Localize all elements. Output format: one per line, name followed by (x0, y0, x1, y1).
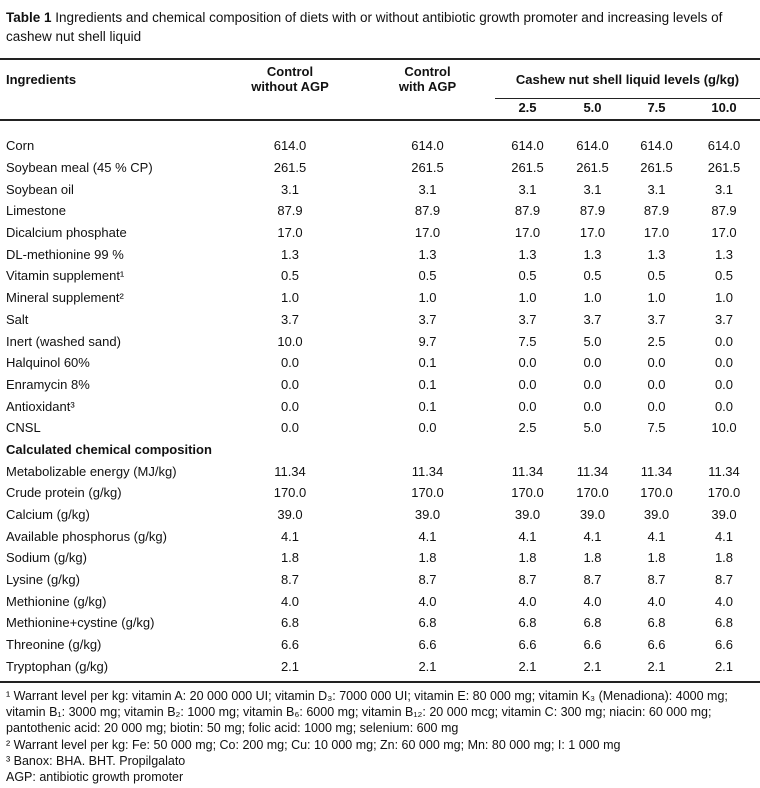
cell-value: 3.7 (583, 311, 602, 327)
cell-value: 87.9 (277, 203, 303, 219)
row-label: Antioxidant³ (6, 398, 75, 414)
row-label: Limestone (6, 203, 66, 219)
diet-table (0, 58, 760, 683)
cell-value: 6.6 (714, 637, 734, 653)
cell-value: 11.34 (274, 463, 306, 479)
cell-value: 4.1 (518, 528, 537, 544)
cell-value: 0.0 (518, 355, 537, 371)
table-row (0, 525, 760, 547)
cell-value: 8.7 (714, 572, 734, 588)
header-level: 10.0 (688, 99, 760, 121)
cell-value: 4.1 (280, 528, 300, 544)
row-label: Methionine+cystine (g/kg) (6, 615, 155, 631)
cell-value: 11.34 (576, 463, 609, 479)
row-label: Soybean oil (6, 181, 74, 197)
cell-value: 1.3 (418, 246, 437, 262)
table-row (0, 460, 760, 482)
cell-value: 614.0 (707, 138, 741, 154)
cell-value: 1.3 (714, 246, 734, 262)
cell-value: 614.0 (511, 138, 544, 154)
cell-value: 0.0 (280, 398, 300, 414)
cell-value: 0.5 (714, 268, 734, 284)
cell-value: 6.6 (647, 637, 666, 653)
table-row (0, 178, 760, 200)
cell-value: 0.0 (714, 398, 734, 414)
cell-value: 1.0 (647, 290, 666, 306)
section-heading: Calculated chemical composition (6, 441, 212, 457)
cell-value: 0.0 (583, 398, 602, 414)
cell-value: 11.34 (708, 463, 740, 479)
row-label: Available phosphorus (g/kg) (6, 528, 167, 544)
cell-value: 1.3 (280, 246, 300, 262)
table-row (0, 157, 760, 179)
cell-value: 170.0 (576, 485, 609, 501)
cell-value: 0.0 (518, 398, 537, 414)
row-label: Metabolizable energy (MJ/kg) (6, 463, 177, 479)
table-row (0, 634, 760, 656)
cell-value: 17.0 (579, 225, 606, 241)
table-row (0, 590, 760, 612)
table-row (0, 287, 760, 309)
cell-value: 3.7 (714, 311, 734, 327)
cell-value: 3.1 (418, 181, 437, 197)
table-row (0, 309, 760, 331)
cell-value: 7.5 (518, 333, 537, 349)
cell-value: 0.0 (418, 420, 437, 436)
footnote: ¹ Warrant level per kg: vitamin A: 20 000 000 UI; vitamin D₃: 7000 000 UI; vitamin E: 80 000 mg; vitamin K₃ (Menadiona): 4000 mg; vitamin B₁: 3000 mg; vitamin B₂: 1000 mg; vitamin B₆: 6000 mg; vitamin B₁₂: 20 000 mcg; vitamin C: 300 mg; niacin: 60 000 mg; pantothenic acid: 20 000 mg; biotin: 50 mg; folic acid: 1000 mg; selenium: 600 mg (6, 689, 728, 736)
table-row (0, 352, 760, 374)
header-level: 5.0 (560, 99, 625, 121)
cell-value: 6.6 (280, 637, 300, 653)
row-label: Methionine (g/kg) (6, 593, 107, 609)
cell-value: 1.0 (418, 290, 437, 306)
cell-value: 3.7 (418, 311, 437, 327)
cell-value: 0.0 (518, 376, 537, 392)
cell-value: 3.7 (647, 311, 666, 327)
table-row (0, 330, 760, 352)
cell-value: 4.0 (714, 593, 734, 609)
row-label: Mineral supplement² (6, 290, 124, 306)
cell-value: 3.1 (583, 181, 602, 197)
cell-value: 170.0 (273, 485, 307, 501)
table-row (0, 120, 760, 157)
cell-value: 0.5 (418, 268, 437, 284)
cell-value: 4.0 (280, 593, 300, 609)
row-label: Corn (6, 138, 35, 154)
cell-value: 3.1 (280, 181, 300, 197)
table-row (0, 656, 760, 683)
table-row (0, 395, 760, 417)
cell-value: 1.8 (418, 550, 437, 566)
cell-value: 8.7 (518, 572, 537, 588)
cell-value: 87.9 (643, 203, 670, 219)
cell-value: 3.1 (647, 181, 666, 197)
cell-value: 261.5 (576, 160, 609, 176)
cell-value: 2.1 (220, 656, 360, 683)
footnote: ³ Banox: BHA. BHT. Propilgalato (6, 753, 186, 768)
cell-value: 17.0 (414, 225, 441, 241)
cell-value: 1.0 (583, 290, 602, 306)
table-row (0, 265, 760, 287)
cell-value: 2.1 (495, 656, 560, 683)
header-level: 2.5 (495, 99, 560, 121)
cell-value: 614.0 (273, 138, 307, 154)
row-label: CNSL (6, 420, 41, 436)
table-row (0, 222, 760, 244)
cell-value: 1.0 (714, 290, 734, 306)
header-cnsl: Cashew nut shell liquid levels (g/kg) (495, 59, 760, 99)
cell-value: 0.1 (418, 398, 437, 414)
cell-value: 17.0 (277, 225, 303, 241)
table-row (0, 374, 760, 396)
row-label: Calcium (g/kg) (6, 507, 90, 523)
cell-value: 3.7 (518, 311, 537, 327)
row-label: Sodium (g/kg) (6, 550, 87, 566)
row-label: Vitamin supplement¹ (6, 268, 125, 284)
cell-value: 170.0 (640, 485, 673, 501)
row-label: Dicalcium phosphate (6, 225, 127, 241)
cell-value: 6.6 (583, 637, 602, 653)
table-row (0, 547, 760, 569)
cell-value: 10.0 (277, 333, 303, 349)
cell-value: 11.34 (640, 463, 673, 479)
cell-value: 1.0 (280, 290, 300, 306)
cell-value: 0.0 (714, 355, 734, 371)
cell-value: 87.9 (579, 203, 606, 219)
cell-value: 8.7 (647, 572, 666, 588)
cell-value: 7.5 (647, 420, 666, 436)
cell-value: 9.7 (418, 333, 437, 349)
cell-value: 4.1 (714, 528, 734, 544)
cell-value: 17.0 (514, 225, 541, 241)
cell-value: 3.1 (518, 181, 537, 197)
cell-value: 39.0 (514, 507, 541, 523)
cell-value: 39.0 (579, 507, 606, 523)
cell-value: 0.0 (583, 376, 602, 392)
cell-value: 0.0 (583, 355, 602, 371)
cell-value: 1.3 (647, 246, 666, 262)
cell-value: 39.0 (711, 507, 737, 523)
row-label: Halquinol 60% (6, 355, 90, 371)
cell-value: 261.5 (640, 160, 673, 176)
row-label: Lysine (g/kg) (6, 572, 80, 588)
cell-value: 8.7 (280, 572, 300, 588)
cell-value: 4.0 (518, 593, 537, 609)
table-row (0, 612, 760, 634)
cell-value: 39.0 (277, 507, 303, 523)
cell-value: 261.5 (707, 160, 741, 176)
cell-value: 87.9 (414, 203, 441, 219)
table-label: Table 1 (6, 10, 52, 25)
cell-value: 4.1 (647, 528, 666, 544)
cell-value: 1.8 (714, 550, 734, 566)
cell-value: 614.0 (640, 138, 673, 154)
cell-value: 0.5 (583, 268, 602, 284)
cell-value: 2.5 (647, 333, 666, 349)
cell-value: 0.0 (647, 355, 666, 371)
cell-value: 0.1 (418, 355, 437, 371)
cell-value: 6.6 (418, 637, 437, 653)
cell-value: 6.6 (518, 637, 537, 653)
cell-value: 3.1 (714, 181, 734, 197)
table-title: Ingredients and chemical composition of diets with or without antibiotic growth promoter and increasing levels of cashew nut shell liquid (6, 10, 723, 44)
cell-value: 261.5 (411, 160, 444, 176)
table-row (0, 482, 760, 504)
cell-value: 0.5 (518, 268, 537, 284)
row-label: Enramycin 8% (6, 376, 90, 392)
cell-value: 39.0 (643, 507, 670, 523)
cell-value: 261.5 (511, 160, 544, 176)
cell-value: 0.5 (280, 268, 300, 284)
cell-value: 87.9 (711, 203, 737, 219)
row-label: Soybean meal (45 % CP) (6, 160, 153, 176)
cell-value: 614.0 (411, 138, 444, 154)
cell-value: 4.1 (583, 528, 602, 544)
cell-value: 10.0 (711, 420, 737, 436)
cell-value: 3.7 (280, 311, 300, 327)
cell-value: 5.0 (583, 420, 602, 436)
cell-value: 4.0 (418, 593, 437, 609)
row-label: Salt (6, 311, 29, 327)
cell-value: 0.0 (280, 355, 300, 371)
footnote: AGP: antibiotic growth promoter (6, 770, 184, 785)
cell-value: 6.8 (647, 615, 666, 631)
cell-value: 4.0 (647, 593, 666, 609)
cell-value: 0.1 (418, 376, 437, 392)
cell-value: 0.0 (280, 376, 300, 392)
cell-value: 1.8 (518, 550, 537, 566)
table-row (0, 417, 760, 439)
header-control-without: Control without AGP (220, 59, 360, 99)
row-label: Threonine (g/kg) (6, 637, 102, 653)
table-row (0, 200, 760, 222)
header-control-with: Control with AGP (360, 59, 495, 99)
cell-value: 170.0 (511, 485, 544, 501)
cell-value: 2.1 (360, 656, 495, 683)
cell-value: 0.0 (647, 398, 666, 414)
row-label: Inert (washed sand) (6, 333, 121, 349)
cell-value: 4.0 (583, 593, 602, 609)
row-label: DL-methionine 99 % (6, 246, 124, 262)
cell-value: 0.0 (280, 420, 300, 436)
cell-value: 1.0 (518, 290, 537, 306)
cell-value: 0.0 (714, 376, 734, 392)
cell-value: 17.0 (711, 225, 737, 241)
cell-value: 170.0 (411, 485, 444, 501)
cell-value: 4.1 (418, 528, 437, 544)
table-caption (6, 8, 746, 46)
table-row (0, 569, 760, 591)
table-row (0, 243, 760, 265)
cell-value: 5.0 (583, 333, 602, 349)
cell-value: 6.8 (714, 615, 734, 631)
cell-value: 0.0 (714, 333, 734, 349)
cell-value: 11.34 (411, 463, 444, 479)
header-ingredients: Ingredients (0, 59, 220, 99)
cell-value: 6.8 (583, 615, 602, 631)
cell-value: 2.1 (625, 656, 688, 683)
row-label: Tryptophan (g/kg) (0, 656, 220, 683)
cell-value: 170.0 (707, 485, 741, 501)
table-row (0, 504, 760, 526)
cell-value: 0.0 (647, 376, 666, 392)
cell-value: 8.7 (418, 572, 437, 588)
cell-value: 17.0 (643, 225, 670, 241)
cell-value: 6.8 (518, 615, 537, 631)
cell-value: 1.8 (647, 550, 666, 566)
cell-value: 614.0 (576, 138, 609, 154)
cell-value: 1.3 (583, 246, 602, 262)
cell-value: 6.8 (418, 615, 437, 631)
cell-value: 261.5 (273, 160, 307, 176)
cell-value: 1.8 (280, 550, 300, 566)
cell-value: 2.5 (518, 420, 537, 436)
cell-value: 2.1 (560, 656, 625, 683)
cell-value: 8.7 (583, 572, 602, 588)
cell-value: 87.9 (514, 203, 541, 219)
cell-value: 11.34 (511, 463, 544, 479)
footnote: ² Warrant level per kg: Fe: 50 000 mg; Co: 200 mg; Cu: 10 000 mg; Zn: 60 000 mg; Mn: 80 000 mg; I: 1 000 mg (6, 737, 621, 752)
cell-value: 1.8 (583, 550, 602, 566)
footnotes (6, 688, 756, 785)
cell-value: 1.3 (518, 246, 537, 262)
cell-value: 6.8 (280, 615, 300, 631)
cell-value: 39.0 (414, 507, 441, 523)
row-label: Crude protein (g/kg) (6, 485, 122, 501)
cell-value: 2.1 (688, 656, 760, 683)
cell-value: 0.5 (647, 268, 666, 284)
header-level: 7.5 (625, 99, 688, 121)
